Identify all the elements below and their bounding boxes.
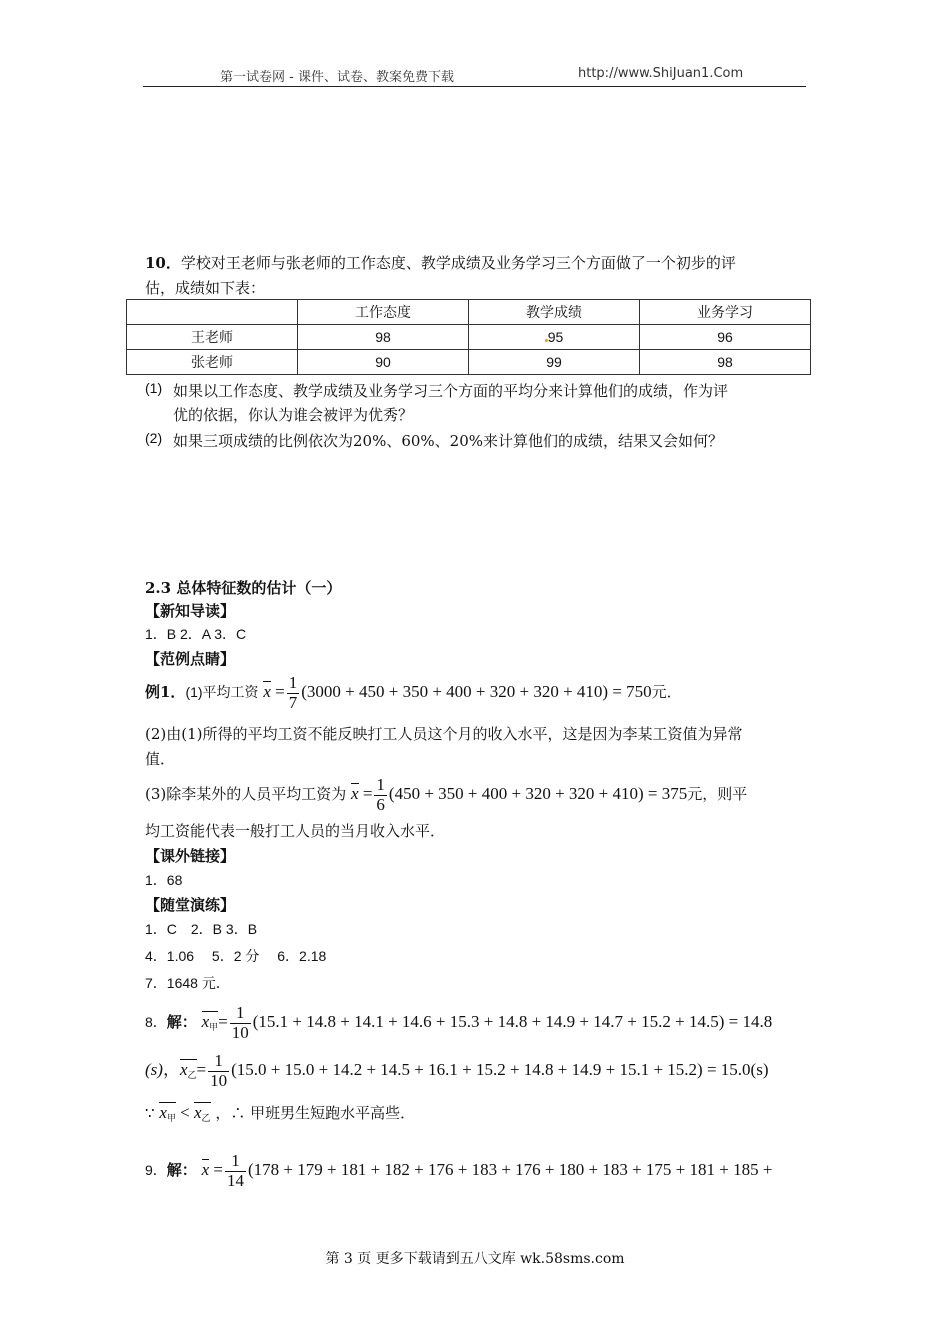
example1-p3-prefix: (3)除李某外的人员平均工资为 bbox=[145, 785, 347, 804]
mean-x-symbol: x bbox=[351, 784, 359, 804]
example1-expression: (3000 + 450 + 350 + 400 + 320 + 320 + 410) = 750 bbox=[301, 682, 652, 702]
answer8-line3 bbox=[145, 1102, 415, 1123]
answer8-conclusion: 甲班男生短跑水平高些． bbox=[250, 1104, 416, 1122]
heading-kewai bbox=[145, 845, 235, 866]
teacher-name-cell: 王老师 bbox=[127, 325, 298, 350]
fraction-denominator: 14 bbox=[226, 1170, 244, 1190]
subscript-yi: 乙 bbox=[187, 1070, 197, 1081]
suitang-answers-3: 7．1648 元． bbox=[145, 975, 230, 991]
example1-p3-expression: (450 + 350 + 400 + 320 + 320 + 410) = 375 bbox=[388, 784, 688, 804]
fraction-denominator: 7 bbox=[288, 692, 298, 712]
example1-p3-formula: x = $\frac{1}{6}$ (450 + 350 + 400 + 320 + 320 + 410) = 375 bbox=[351, 775, 688, 814]
heading-suitang bbox=[145, 894, 235, 915]
example1-p3-line1 bbox=[145, 776, 747, 814]
fraction-numerator: 1 bbox=[230, 1004, 251, 1024]
example1-line bbox=[145, 674, 682, 712]
answer8-line2 bbox=[145, 1052, 769, 1090]
suitang-answers-1: 1．C 2．B 3．B bbox=[145, 921, 258, 937]
answer8-label: 8． bbox=[145, 1014, 167, 1031]
fraction-numerator: 1 bbox=[376, 775, 385, 794]
example1-p2-line1: (2)由(1)所得的平均工资不能反映打工人员这个月的收入水平，这是因为李某工资值为异常 bbox=[145, 725, 743, 743]
subq1-label: (1) bbox=[145, 380, 163, 396]
mean-x-symbol: $x_乙$ bbox=[193, 1103, 211, 1123]
mean-x-symbol: x bbox=[201, 1160, 210, 1180]
table-row bbox=[127, 325, 811, 350]
fraction-numerator: 1 bbox=[225, 1152, 246, 1172]
subq1-line1: 如果以工作态度、教学成绩及业务学习三个方面的平均分来计算他们的成绩，作为评 bbox=[173, 382, 729, 400]
answer8-line1 bbox=[145, 1004, 772, 1042]
section-title bbox=[145, 577, 341, 598]
example1-formula: x = $\frac{1}{7}$ (3000 + 450 + 350 + 400 + 320 + 320 + 410) = 750 bbox=[263, 673, 652, 712]
mean-x-symbol: $x_甲$ bbox=[159, 1103, 176, 1123]
example1-p2-line2: 值． bbox=[145, 750, 176, 768]
q10-number: 10． bbox=[145, 254, 181, 272]
score-cell: 96 bbox=[640, 325, 811, 350]
answer8-unit1: (s) bbox=[145, 1060, 163, 1080]
q10-line1 bbox=[145, 252, 736, 273]
fraction-denominator: 6 bbox=[376, 794, 385, 814]
table-header-row bbox=[127, 300, 811, 325]
fraction bbox=[208, 1052, 229, 1090]
score-value: 95 bbox=[547, 329, 564, 345]
mean-x-symbol: $x_甲$ bbox=[201, 1012, 219, 1033]
score-cell bbox=[469, 325, 640, 350]
q10-line2: 估，成绩如下表： bbox=[145, 279, 266, 297]
kewai-answer: 1．68 bbox=[145, 872, 183, 888]
answer8-expression2: (15.0 + 15.0 + 14.2 + 14.5 + 16.1 + 15.2 + 14.8 + 14.9 + 15.1 + 15.2) = 15.0(s) bbox=[231, 1060, 769, 1080]
score-table bbox=[126, 299, 811, 375]
answer9-expression: (178 + 179 + 181 + 182 + 176 + 183 + 176 + 180 + 183 + 175 + 181 + 185 + bbox=[247, 1160, 773, 1180]
subscript-yi: 乙 bbox=[201, 1113, 211, 1123]
fraction bbox=[230, 1004, 251, 1042]
heading-suitang-text: 【随堂演练】 bbox=[145, 896, 236, 914]
subq2-text: 如果三项成绩的比例依次为20%、60%、20%来计算他们的成绩，结果又会如何？ bbox=[173, 432, 724, 450]
therefore-symbol: ，∴ bbox=[215, 1104, 246, 1122]
table-row bbox=[127, 350, 811, 375]
subscript-jia: 甲 bbox=[166, 1113, 176, 1123]
mean-x-symbol: x bbox=[263, 682, 271, 702]
score-cell: 90 bbox=[298, 350, 469, 375]
answer9-label: 9． bbox=[145, 1162, 167, 1179]
heading-fanli-text: 【范例点睛】 bbox=[145, 650, 236, 668]
subscript-jia: 甲 bbox=[209, 1022, 219, 1033]
subq2-label: (2) bbox=[145, 430, 163, 446]
example1-p3-suffix: 元，则平 bbox=[687, 785, 748, 804]
fraction-numerator: 1 bbox=[288, 673, 298, 692]
heading-kewai-text: 【课外链接】 bbox=[145, 847, 236, 865]
fraction bbox=[374, 776, 387, 814]
mean-x-symbol: $x_乙$ bbox=[179, 1060, 197, 1081]
table-header-cell: 业务学习 bbox=[640, 300, 811, 325]
answer8-formula1: $x_甲=$ $\frac{1}{10}$ (15.1 + 14.8 + 14.1 + 14.6 + 15.3 + 14.8 + 14.9 + 14.7 + 15.2 + 14.5) = 14.8 bbox=[201, 1003, 773, 1042]
heading-fanli bbox=[145, 648, 235, 669]
fraction-denominator: 10 bbox=[231, 1022, 249, 1042]
because-symbol: ∵ bbox=[145, 1104, 155, 1122]
table-header-cell: 工作态度 bbox=[298, 300, 469, 325]
table-header-cell: 教学成绩 bbox=[469, 300, 640, 325]
header-url[interactable]: http://www.ShiJuan1.Com bbox=[578, 66, 744, 81]
subq1-line2: 优的依据，你认为谁会被评为优秀？ bbox=[173, 406, 414, 424]
suitang-answers-2: 4．1.06 5．2 分 6．2.18 bbox=[145, 948, 327, 964]
answer8-formula2: (s)，$x_乙=$ $\frac{1}{10}$ (15.0 + 15.0 + 14.2 + 14.5 + 16.1 + 15.2 + 14.8 + 14.9 + 15.1 + 15.2) = 15.0(s) bbox=[145, 1051, 769, 1090]
answer8-compare: $x_甲 < x_乙$ bbox=[159, 1103, 211, 1123]
header-divider bbox=[143, 86, 806, 87]
score-cell: 98 bbox=[298, 325, 469, 350]
fraction bbox=[287, 674, 300, 712]
score-cell: 98 bbox=[640, 350, 811, 375]
section-title-text: 2.3 总体特征数的估计（一） bbox=[145, 579, 342, 597]
page-footer: 第 3 页 更多下载请到五八文库 wk.58sms.com bbox=[325, 1251, 625, 1267]
answer8-expression1: (15.1 + 14.8 + 14.1 + 14.6 + 15.3 + 14.8 + 14.9 + 14.7 + 15.2 + 14.5) = 14.8 bbox=[252, 1012, 773, 1032]
answer8-jie: 解： bbox=[166, 1013, 197, 1032]
xinzhi-answers: 1．B 2．A 3．C bbox=[145, 626, 247, 642]
heading-xinzhi bbox=[145, 600, 235, 621]
teacher-name-cell: 张老师 bbox=[127, 350, 298, 375]
example1-unit: 元． bbox=[651, 683, 682, 702]
fraction-numerator: 1 bbox=[208, 1052, 229, 1072]
example1-prefix: (1)平均工资 bbox=[185, 684, 259, 701]
score-cell: 99 bbox=[469, 350, 640, 375]
header-site-title: 第一试卷网 - 课件、试卷、教案免费下载 bbox=[220, 70, 454, 85]
heading-xinzhi-text: 【新知导读】 bbox=[145, 602, 236, 620]
fraction bbox=[225, 1152, 246, 1190]
table-header-cell bbox=[127, 300, 298, 325]
answer9-jie: 解： bbox=[166, 1161, 197, 1180]
q10-text1: 学校对王老师与张老师的工作态度、教学成绩及业务学习三个方面做了一个初步的评 bbox=[180, 254, 736, 272]
fraction-denominator: 10 bbox=[210, 1070, 228, 1090]
answer9-line1 bbox=[145, 1152, 772, 1190]
answer9-formula: x = $\frac{1}{14}$ (178 + 179 + 181 + 182 + 176 + 183 + 176 + 180 + 183 + 175 + 181 + 185 + bbox=[201, 1151, 773, 1190]
example1-p3-line2: 均工资能代表一般打工人员的当月收入水平． bbox=[145, 822, 446, 840]
example1-label: 例1． bbox=[145, 683, 186, 702]
